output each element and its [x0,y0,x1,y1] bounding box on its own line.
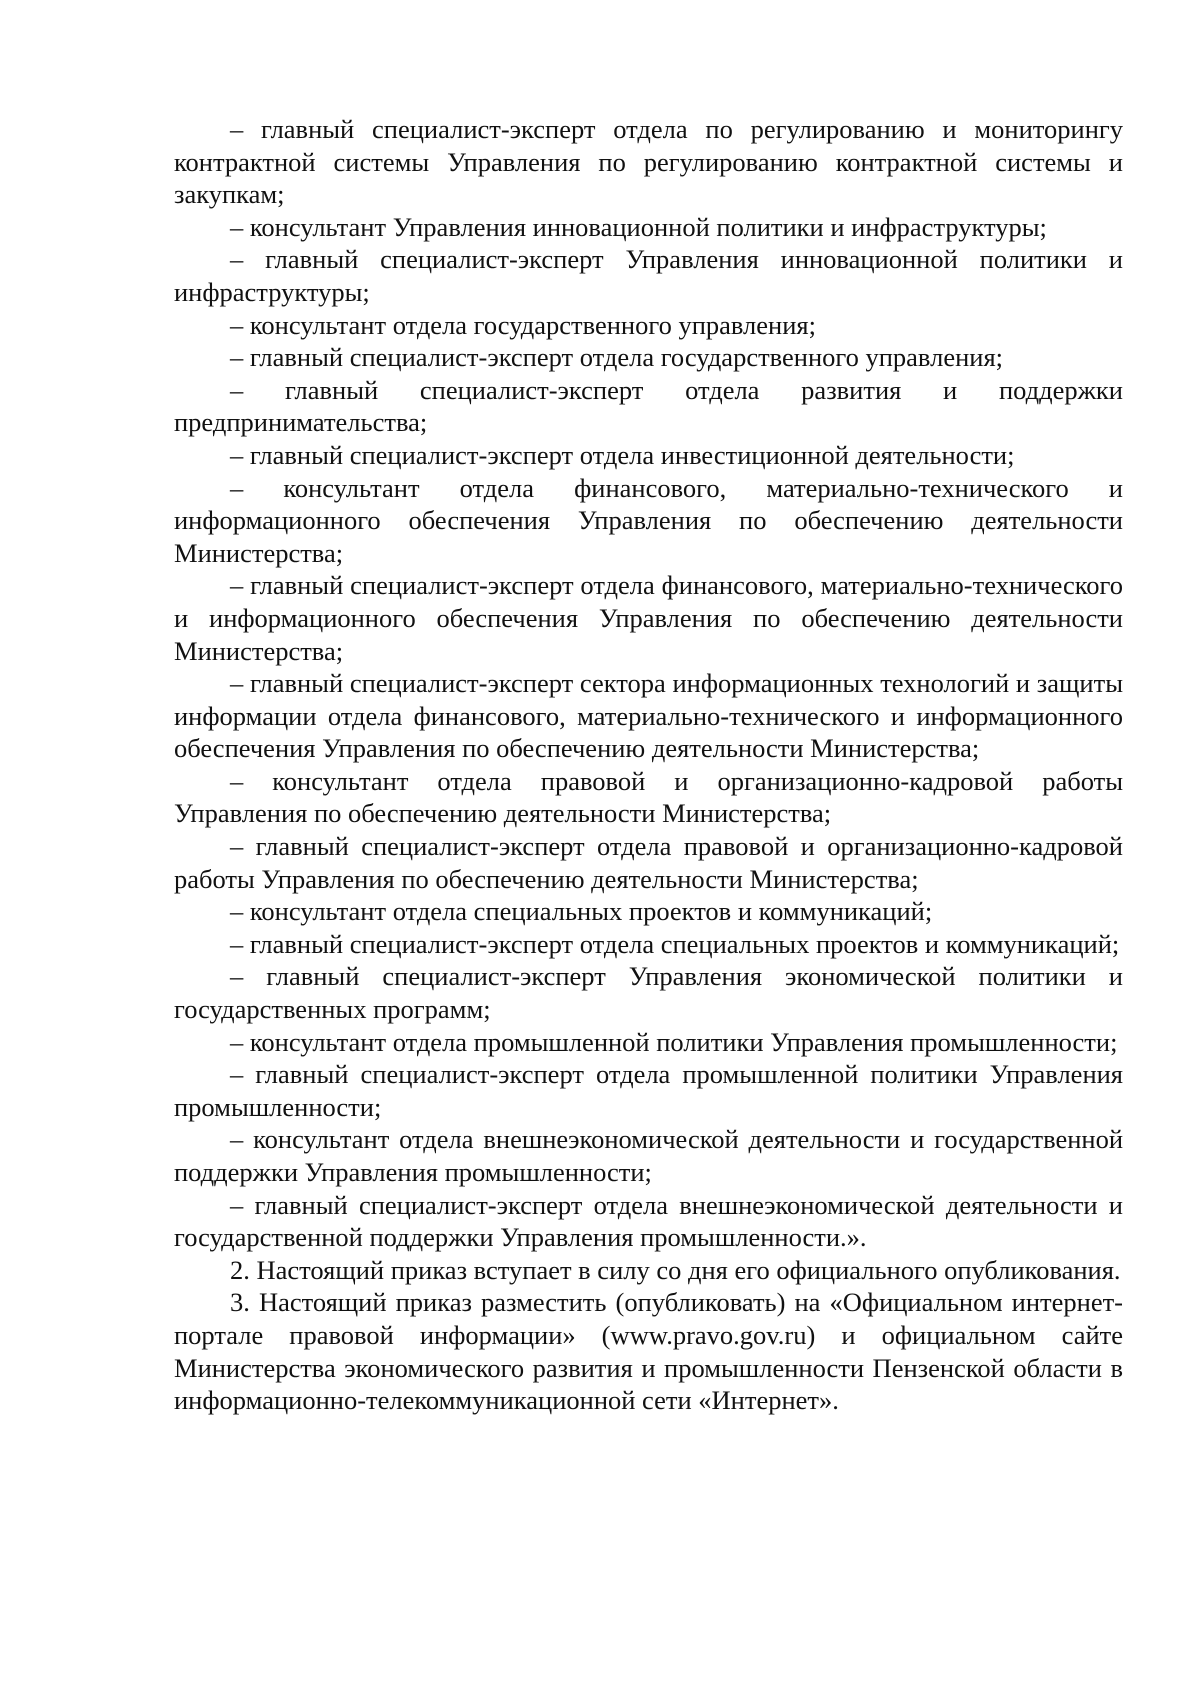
list-item: – консультант отдела государственного управления; [230,309,816,340]
list-item: – главный специалист-эксперт отдела финансового, материально-технического и информационного обеспечения Управления по обеспечению деятельности Министерства; [174,570,1123,666]
list-item: – главный специалист-эксперт сектора информационных технологий и защиты информации отдела финансового, материально-технического и информационного обеспечения Управления по обеспечению деятельности Министерства; [174,668,1123,764]
clause-paragraph: 3. Настоящий приказ разместить (опубликовать) на «Официальном интернет-портале правовой информации» (www.pravo.gov.ru) и официальном сайте Министерства экономического развития и промышленности Пензенской области в информационно-телекоммуникационной сети «Интернет». [174,1287,1123,1416]
list-item: – главный специалист-эксперт Управления экономической политики и государственных программ; [174,961,1123,1025]
list-item: – консультант отдела промышленной политики Управления промышленности; [230,1026,1118,1057]
list-item: – консультант отдела финансового, материально-технического и информационного обеспечения Управления по обеспечению деятельности Министерства; [174,472,1123,568]
list-item: – главный специалист-эксперт отдела внешнеэкономической деятельности и государственной поддержки Управления промышленности.». [174,1189,1123,1253]
list-item: – консультант Управления инновационной политики и инфраструктуры; [230,211,1047,242]
list-item: – главный специалист-эксперт отдела инвестиционной деятельности; [230,439,1015,470]
list-item: – главный специалист-эксперт отдела развития и поддержки предпринимательства; [174,374,1123,438]
list-item: – консультант отдела внешнеэкономической деятельности и государственной поддержки Управления промышленности; [174,1124,1123,1187]
list-item: – главный специалист-эксперт отдела специальных проектов и коммуникаций; [230,928,1120,959]
list-item: – главный специалист-эксперт отдела правовой и организационно-кадровой работы Управления по обеспечению деятельности Министерства; [174,831,1123,894]
list-item: – консультант отдела правовой и организационно-кадровой работы Управления по обеспечению деятельности Министерства; [174,765,1123,829]
list-item: – консультант отдела специальных проектов и коммуникаций; [230,896,933,927]
list-item: – главный специалист-эксперт отдела промышленной политики Управления промышленности; [174,1059,1123,1122]
list-item: – главный специалист-эксперт отдела по регулированию и мониторингу контрактной системы Управления по регулированию контрактной системы и закупкам; [174,114,1123,210]
list-item: – главный специалист-эксперт отдела государственного управления; [230,342,1003,373]
document-body [174,113,1123,1417]
list-item: – главный специалист-эксперт Управления инновационной политики и инфраструктуры; [174,244,1123,307]
clause-paragraph: 2. Настоящий приказ вступает в силу со дня его официального опубликования. [230,1254,1121,1285]
